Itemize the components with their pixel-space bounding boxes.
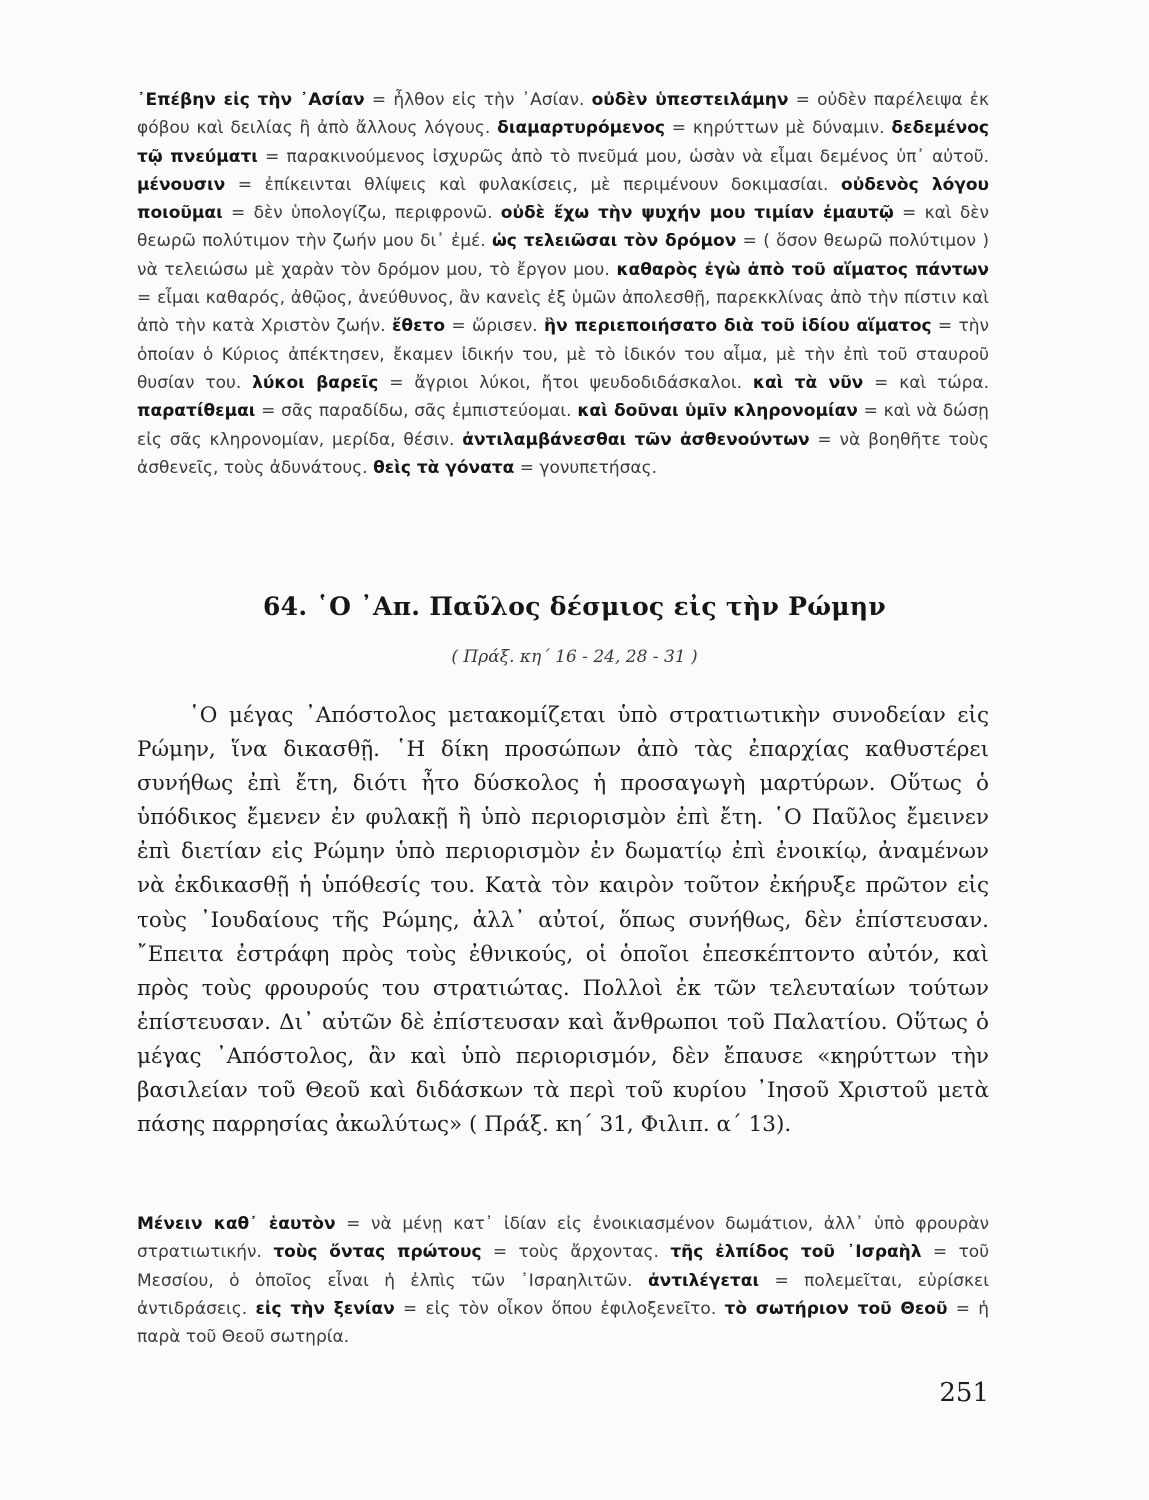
glossary-term: θεὶς τὰ γόνατα: [373, 457, 515, 478]
glossary-definition: γονυπετήσας.: [539, 457, 657, 478]
glossary-definition: εἰς τὸν οἶκον ὅπου ἐφιλοξενεῖτο.: [425, 1298, 717, 1319]
glossary-entry: τὸ σωτήριον τοῦ Θεοῦ = ἡ παρὰ τοῦ Θεοῦ σωτηρία.: [137, 1298, 989, 1348]
glossary-entry: ἣν περιεποιήσατο διὰ τοῦ ἰδίου αἵματος = τὴν ὁποίαν ὁ Κύριος ἀπέκτησεν, ἔκαμεν ἰδικήν του, μὲ τὸ ἰδικόν του αἷμα, μὲ τὴν ἐπὶ τοῦ σταυροῦ θυσίαν του.: [137, 316, 990, 393]
glossary-term: καθαρὸς ἐγὼ ἀπὸ τοῦ αἵματος πάντων: [616, 259, 989, 280]
glossary-definition: πολεμεῖται, εὑρίσκει ἀντιδράσεις.: [137, 1270, 989, 1319]
glossary-definition: νὰ μένῃ κατ᾿ ἰδίαν εἰς ἐνοικιασμένον δωμάτιον, ἀλλ᾿ ὑπὸ φρουρὰν στρατιωτικήν.: [137, 1214, 989, 1263]
glossary-term: τοὺς ὄντας πρώτους: [273, 1242, 482, 1263]
glossary-entry: εἰς τὴν ξενίαν = εἰς τὸν οἶκον ὅπου ἐφιλοξενεῖτο.: [255, 1298, 717, 1319]
glossary-definition: νὰ βοηθῆτε τοὺς ἀσθενεῖς, τοὺς ἀδυνάτους.: [137, 429, 989, 478]
glossary-definition: κηρύττων μὲ δύναμιν.: [692, 118, 885, 139]
glossary-definition: τὴν ὁποίαν ὁ Κύριος ἀπέκτησεν, ἔκαμεν ἰδικήν του, μὲ τὸ ἰδικόν του αἷμα, μὲ τὴν ἐπὶ τοῦ σταυροῦ θυσίαν του.: [137, 316, 990, 393]
glossary-entry: Μένειν καθ᾿ ἑαυτὸν = νὰ μένῃ κατ᾿ ἰδίαν εἰς ἐνοικιασμένον δωμάτιον, ἀλλ᾿ ὑπὸ φρουρὰν στρατιωτικήν.: [137, 1214, 989, 1263]
glossary-definition: δὲν ὑπολογίζω, περιφρονῶ.: [253, 203, 493, 224]
glossary-entry: οὐδενὸς λόγου ποιοῦμαι = δὲν ὑπολογίζω, περιφρονῶ.: [137, 174, 989, 224]
scripture-reference: ( Πράξ. κη΄ 16 - 24, 28 - 31 ): [451, 647, 698, 667]
glossary-term: οὐδενὸς λόγου ποιοῦμαι: [137, 174, 989, 224]
glossary-entry: τῆς ἐλπίδος τοῦ ᾿Ισραὴλ = τοῦ Μεσσίου, ὁ ὁποῖος εἶναι ἡ ἐλπὶς τῶν ᾿Ισραηλιτῶν.: [137, 1242, 990, 1291]
glossary-term: ἔθετο: [391, 316, 446, 337]
glossary-entry: ᾿Επέβην εἰς τὴν ᾿Ασίαν = ἦλθον εἰς τὴν ᾿Ασίαν.: [137, 90, 585, 110]
glossary-entry: καθαρὸς ἐγὼ ἀπὸ τοῦ αἵματος πάντων = εἶμαι καθαρός, ἀθῷος, ἀνεύθυνος, ἂν κανεὶς ἐξ ὑμῶν ἀπολεσθῇ, παρεκκλίνας ἀπὸ τὴν πίστιν καὶ ἀπὸ τὴν κατὰ Χριστὸν ζωήν.: [137, 259, 989, 337]
glossary-definition: παρακινούμενος ἰσχυρῶς ἀπὸ τὸ πνεῦμά μου, ὡσὰν νὰ εἶμαι δεμένος ὑπ᾿ αὐτοῦ.: [286, 146, 989, 167]
glossary-definition: καὶ νὰ δώσῃ εἰς σᾶς κληρονομίαν, μερίδα, θέσιν.: [137, 401, 989, 450]
glossary-definition: ( ὅσον θεωρῶ πολύτιμον ) νὰ τελειώσω μὲ χαρὰν τὸν δρόμον μου, τὸ ἔργον μου.: [137, 231, 989, 280]
glossary-term: καὶ δοῦναι ὑμῖν κληρονομίαν: [577, 401, 858, 422]
section-heading: 64. ῾Ο ᾿Απ. Παῦλος δέσμιος εἰς τὴν Ρώμην: [262, 592, 887, 621]
glossary-entry: τοὺς ὄντας πρώτους = τοὺς ἄρχοντας.: [273, 1242, 659, 1263]
glossary-term: εἰς τὴν ξενίαν: [255, 1298, 395, 1319]
glossary-term: ᾿Επέβην εἰς τὴν ᾿Ασίαν: [137, 90, 365, 110]
glossary-term: ὡς τελειῶσαι τὸν δρόμον: [492, 231, 737, 252]
glossary-entry: παρατίθεμαι = σᾶς παραδίδω, σᾶς ἐμπιστεύομαι.: [137, 401, 572, 422]
glossary-definition: ἡ παρὰ τοῦ Θεοῦ σωτηρία.: [137, 1298, 989, 1348]
glossary-entry: ἀντιλαμβάνεσθαι τῶν ἀσθενούντων = νὰ βοηθῆτε τοὺς ἀσθενεῖς, τοὺς ἀδυνάτους.: [137, 429, 989, 478]
page-number: 251: [939, 1378, 989, 1408]
glossary-term: τῆς ἐλπίδος τοῦ ᾿Ισραὴλ: [670, 1242, 922, 1263]
glossary-term: λύκοι βαρεῖς: [252, 372, 379, 393]
glossary-definition: σᾶς παραδίδω, σᾶς ἐμπιστεύομαι.: [281, 401, 572, 422]
glossary-definition: οὐδὲν παρέλειψα ἐκ φόβου καὶ δειλίας ἢ ἀπὸ ἄλλους λόγους.: [137, 90, 990, 139]
glossary-term: ἀντιλαμβάνεσθαι τῶν ἀσθενούντων: [462, 429, 810, 450]
glossary-term: οὐδὲν ὑπεστειλάμην: [591, 90, 789, 110]
glossary-bottom: [137, 1210, 989, 1351]
glossary-entry: λύκοι βαρεῖς = ἄγριοι λύκοι, ἤτοι ψευδοδιδάσκαλοι.: [252, 372, 743, 393]
glossary-definition: ἄγριοι λύκοι, ἤτοι ψευδοδιδάσκαλοι.: [414, 372, 743, 393]
body-paragraph: ῾Ο μέγας ᾿Απόστολος μετακομίζεται ὑπὸ στρατιωτικὴν συνοδείαν εἰς Ρώμην, ἵνα δικασθῇ. ῾Η δίκη προσώπων ἀπὸ τὰς ἐπαρχίας καθυστέρει συνήθως ἐπὶ ἔτη, διότι ἦτο δύσκολος ἡ προσαγωγὴ μαρτύρων. Οὕτως ὁ ὑπόδικος ἔμενεν ἐν φυλακῇ ἢ ὑπὸ περιορισμὸν ἐπὶ ἔτη. ῾Ο Παῦλος ἔμεινεν ἐπὶ διετίαν εἰς Ρώμην ὑπὸ περιορισμὸν ἐν δωματίῳ ἐπὶ ἐνοικίῳ, ἀναμένων νὰ ἐκδικασθῇ ἡ ὑπόθεσίς του. Κατὰ τὸν καιρὸν τοῦτον ἐκήρυξε πρῶτον εἰς τοὺς ᾿Ιουδαίους τῆς Ρώμης, ἀλλ᾿ αὐτοί, ὅπως συνήθως, δὲν ἐπίστευσαν. ῎Επειτα ἐστράφη πρὸς τοὺς ἐθνικούς, οἱ ὁποῖοι ἐπεσκέπτοντο αὐτόν, καὶ πρὸς τοὺς φρουρούς του στρατιώτας. Πολλοὶ ἐκ τῶν τελευταίων τούτων ἐπίστευσαν. Δι᾿ αὐτῶν δὲ ἐπίστευσαν καὶ ἄνθρωποι τοῦ Παλατίου. Οὕτως ὁ μέγας ᾿Απόστολος, ἂν καὶ ὑπὸ περιορισμόν, δὲν ἔπαυσε «κηρύττων τὴν βασιλείαν τοῦ Θεοῦ καὶ διδάσκων τὰ περὶ τοῦ κυρίου ᾿Ιησοῦ Χριστοῦ μετὰ πάσης παρρησίας ἀκωλύτως» ( Πράξ. κη΄ 31, Φιλιπ. α΄ 13).: [137, 703, 989, 1138]
glossary-definition: καὶ δὲν θεωρῶ πολύτιμον τὴν ζωήν μου δι᾿ ἐμέ.: [137, 203, 989, 252]
glossary-term: Μένειν καθ᾿ ἑαυτὸν: [137, 1214, 336, 1234]
glossary-term: ἀντιλέγεται: [647, 1270, 760, 1291]
glossary-definition: καὶ τώρα.: [899, 372, 989, 393]
glossary-definition: ὥρισεν.: [472, 316, 538, 337]
glossary-entry: ἀντιλέγεται = πολεμεῖται, εὑρίσκει ἀντιδράσεις.: [137, 1270, 989, 1319]
glossary-entry: ἔθετο = ὥρισεν.: [391, 316, 538, 337]
glossary-term: διαμαρτυρόμενος: [497, 118, 665, 139]
glossary-entry: καὶ δοῦναι ὑμῖν κληρονομίαν = καὶ νὰ δώσῃ εἰς σᾶς κληρονομίαν, μερίδα, θέσιν.: [137, 401, 989, 450]
glossary-top: [137, 86, 989, 482]
glossary-term: μένουσιν: [137, 174, 226, 195]
glossary-term: ἣν περιεποιήσατο διὰ τοῦ ἰδίου αἵματος: [544, 316, 932, 337]
glossary-entry: διαμαρτυρόμενος = κηρύττων μὲ δύναμιν.: [497, 118, 885, 139]
glossary-term: οὐδὲ ἔχω τὴν ψυχήν μου τιμίαν ἐμαυτῷ: [500, 203, 894, 224]
glossary-definition: ἐπίκεινται θλίψεις καὶ φυλακίσεις, μὲ περιμένουν δοκιμασίαι.: [264, 174, 829, 195]
glossary-term: καὶ τὰ νῦν: [752, 372, 864, 393]
glossary-definition: ἦλθον εἰς τὴν ᾿Ασίαν.: [393, 90, 585, 110]
glossary-definition: εἶμαι καθαρός, ἀθῷος, ἀνεύθυνος, ἂν κανεὶς ἐξ ὑμῶν ἀπολεσθῇ, παρεκκλίνας ἀπὸ τὴν πίστιν καὶ ἀπὸ τὴν κατὰ Χριστὸν ζωήν.: [137, 288, 989, 337]
glossary-entry: ὡς τελειῶσαι τὸν δρόμον = ( ὅσον θεωρῶ πολύτιμον ) νὰ τελειώσω μὲ χαρὰν τὸν δρόμον μου, τὸ ἔργον μου.: [137, 231, 989, 280]
section-body: [137, 699, 989, 1142]
glossary-entry: μένουσιν = ἐπίκεινται θλίψεις καὶ φυλακίσεις, μὲ περιμένουν δοκιμασίαι.: [137, 174, 829, 195]
glossary-definition: τοὺς ἄρχοντας.: [518, 1242, 659, 1263]
glossary-entry: θεὶς τὰ γόνατα = γονυπετήσας.: [373, 457, 657, 478]
glossary-entry: δεδεμένος τῷ πνεύματι = παρακινούμενος ἰσχυρῶς ἀπὸ τὸ πνεῦμά μου, ὡσὰν νὰ εἶμαι δεμένος ὑπ᾿ αὐτοῦ.: [137, 118, 990, 167]
glossary-entry: οὐδὲ ἔχω τὴν ψυχήν μου τιμίαν ἐμαυτῷ = καὶ δὲν θεωρῶ πολύτιμον τὴν ζωήν μου δι᾿ ἐμέ.: [137, 203, 989, 252]
glossary-entry: οὐδὲν ὑπεστειλάμην = οὐδὲν παρέλειψα ἐκ φόβου καὶ δειλίας ἢ ἀπὸ ἄλλους λόγους.: [137, 90, 990, 139]
glossary-term: δεδεμένος τῷ πνεύματι: [137, 118, 990, 167]
glossary-entry: καὶ τὰ νῦν = καὶ τώρα.: [752, 372, 989, 393]
glossary-term: τὸ σωτήριον τοῦ Θεοῦ: [724, 1298, 948, 1319]
glossary-definition: τοῦ Μεσσίου, ὁ ὁποῖος εἶναι ἡ ἐλπὶς τῶν ᾿Ισραηλιτῶν.: [137, 1242, 990, 1291]
glossary-term: παρατίθεμαι: [137, 401, 256, 422]
